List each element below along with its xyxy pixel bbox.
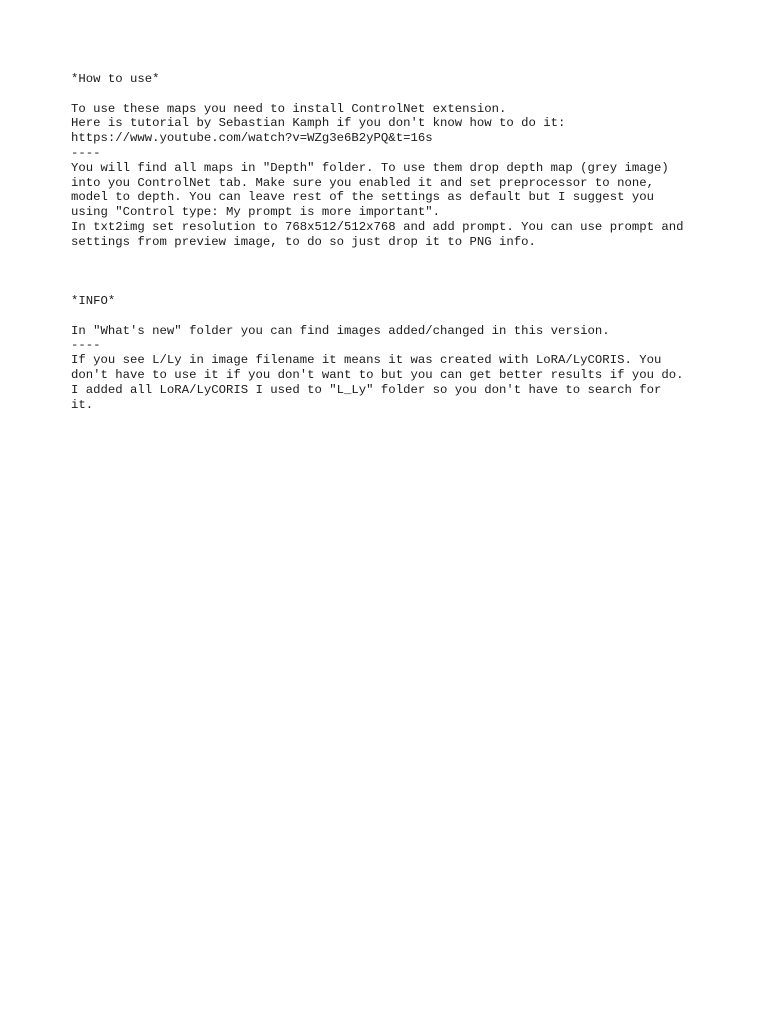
text-line: In txt2img set resolution to 768x512/512x768 and add prompt. You can use prompt and [71, 219, 684, 234]
text-line: In "What's new" folder you can find images added/changed in this version. [71, 323, 610, 338]
section-how-to-use [71, 72, 711, 250]
blank-line [71, 309, 711, 324]
text-line: If you see L/Ly in image filename it means it was created with LoRA/LyCORIS. You [71, 353, 662, 368]
text-line: To use these maps you need to install ControlNet extension. [71, 101, 507, 116]
text-line: into you ControlNet tab. Make sure you enabled it and set preprocessor to none, [71, 175, 654, 190]
text-line: using "Control type: My prompt is more important". [71, 205, 440, 220]
text-line: settings from preview image, to do so just drop it to PNG info. [71, 234, 536, 249]
text-line: it. [71, 397, 94, 412]
separator-line: ---- [71, 145, 101, 160]
url-text: https://www.youtube.com/watch?v=WZg3e6B2yPQ&t=16s [71, 131, 433, 146]
text-line: don't have to use it if you don't want to but you can get better results if you do. [71, 367, 684, 382]
text-line: You will find all maps in "Depth" folder. To use them drop depth map (grey image) [71, 160, 669, 175]
separator-line: ---- [71, 338, 101, 353]
section-spacer [71, 250, 711, 294]
text-line: model to depth. You can leave rest of the settings as default but I suggest you [71, 190, 654, 205]
blank-line [71, 87, 711, 102]
section-info [71, 294, 711, 412]
text-line: I added all LoRA/LyCORIS I used to "L_Ly" folder so you don't have to search for [71, 382, 662, 397]
text-line: Here is tutorial by Sebastian Kamph if you don't know how to do it: [71, 116, 566, 131]
document-page [71, 72, 711, 412]
section-heading: *INFO* [71, 293, 116, 308]
section-heading: *How to use* [71, 72, 160, 86]
